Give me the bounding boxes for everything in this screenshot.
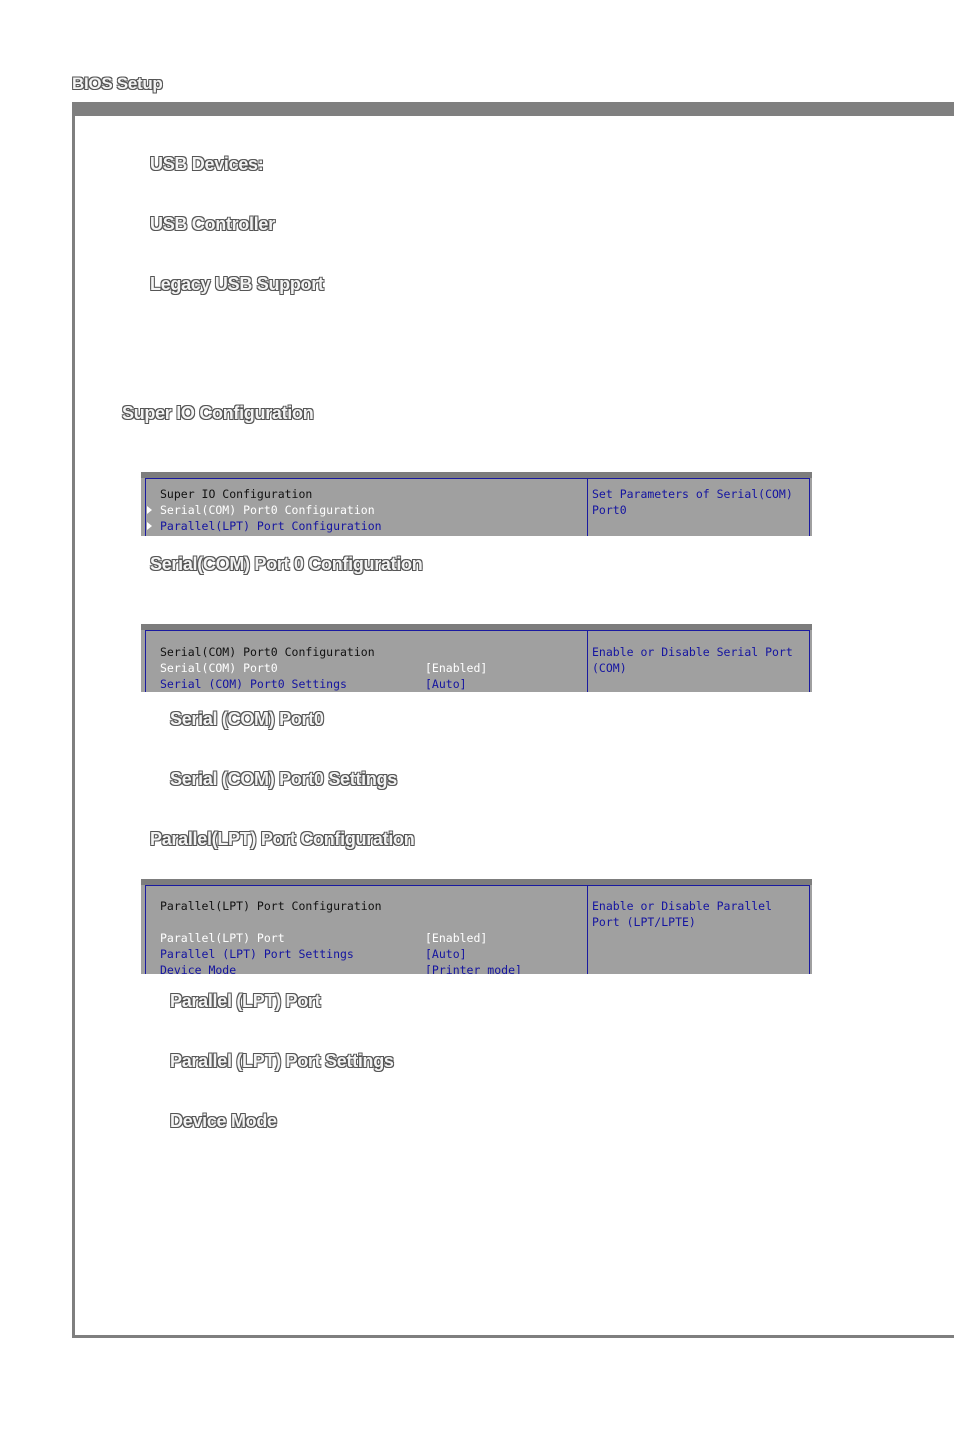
bios-screen-title: Serial(COM) Port0 Configuration <box>160 645 375 659</box>
heading-serial-port0-configuration: Serial(COM) Port 0 Configuration <box>150 554 423 574</box>
help-text: (COM) <box>592 661 627 675</box>
bios-divider <box>587 630 588 692</box>
heading-parallel-port-configuration: Parallel(LPT) Port Configuration <box>150 829 415 849</box>
bios-divider <box>587 478 588 536</box>
menu-item-parallel-port-configuration[interactable]: Parallel(LPT) Port Configuration <box>160 519 382 533</box>
setting-label-serial-port0[interactable]: Serial(COM) Port0 <box>160 661 278 675</box>
setting-value-parallel-port-settings[interactable]: [Auto] <box>425 947 467 961</box>
triangle-right-icon <box>147 506 152 514</box>
setting-label-parallel-port-settings[interactable]: Parallel (LPT) Port Settings <box>160 947 354 961</box>
bios-screen-super-io <box>141 472 812 536</box>
help-text: Port0 <box>592 503 627 517</box>
heading-parallel-port-settings: Parallel (LPT) Port Settings <box>170 1051 394 1071</box>
bottom-rule <box>72 1335 954 1338</box>
heading-serial-port0: Serial (COM) Port0 <box>170 709 324 729</box>
heading-usb-controller: USB Controller <box>150 214 275 234</box>
heading-device-mode: Device Mode <box>170 1111 277 1131</box>
bios-screen-title: Super IO Configuration <box>160 487 313 501</box>
heading-parallel-port: Parallel (LPT) Port <box>170 991 321 1011</box>
setting-label-parallel-port[interactable]: Parallel(LPT) Port <box>160 931 285 945</box>
setting-value-serial-port0-settings[interactable]: [Auto] <box>425 677 467 691</box>
bios-screen-parallel-port <box>141 879 812 974</box>
heading-legacy-usb-support: Legacy USB Support <box>150 274 324 294</box>
bios-divider <box>587 885 588 974</box>
page-header: BIOS Setup <box>72 74 163 93</box>
bios-screen-serial-port0 <box>141 624 812 692</box>
setting-label-device-mode[interactable]: Device Mode <box>160 963 237 974</box>
help-text: Set Parameters of Serial(COM) <box>592 487 793 501</box>
setting-value-parallel-port[interactable]: [Enabled] <box>425 931 488 945</box>
menu-item-serial-port0-configuration[interactable]: Serial(COM) Port0 Configuration <box>160 503 375 517</box>
heading-super-io-configuration: Super IO Configuration <box>122 403 314 423</box>
setting-value-serial-port0[interactable]: [Enabled] <box>425 661 488 675</box>
setting-value-device-mode[interactable]: [Printer mode] <box>425 963 522 974</box>
help-text: Enable or Disable Serial Port <box>592 645 793 659</box>
heading-serial-port0-settings: Serial (COM) Port0 Settings <box>170 769 397 789</box>
help-text: Enable or Disable Parallel <box>592 899 773 913</box>
setting-label-serial-port0-settings[interactable]: Serial (COM) Port0 Settings <box>160 677 347 691</box>
help-text: Port (LPT/LPTE) <box>592 915 696 929</box>
heading-usb-devices: USB Devices: <box>150 154 264 174</box>
header-bar <box>72 102 954 116</box>
left-rule <box>72 102 75 1338</box>
triangle-right-icon <box>147 522 152 530</box>
bios-screen-title: Parallel(LPT) Port Configuration <box>160 899 382 913</box>
